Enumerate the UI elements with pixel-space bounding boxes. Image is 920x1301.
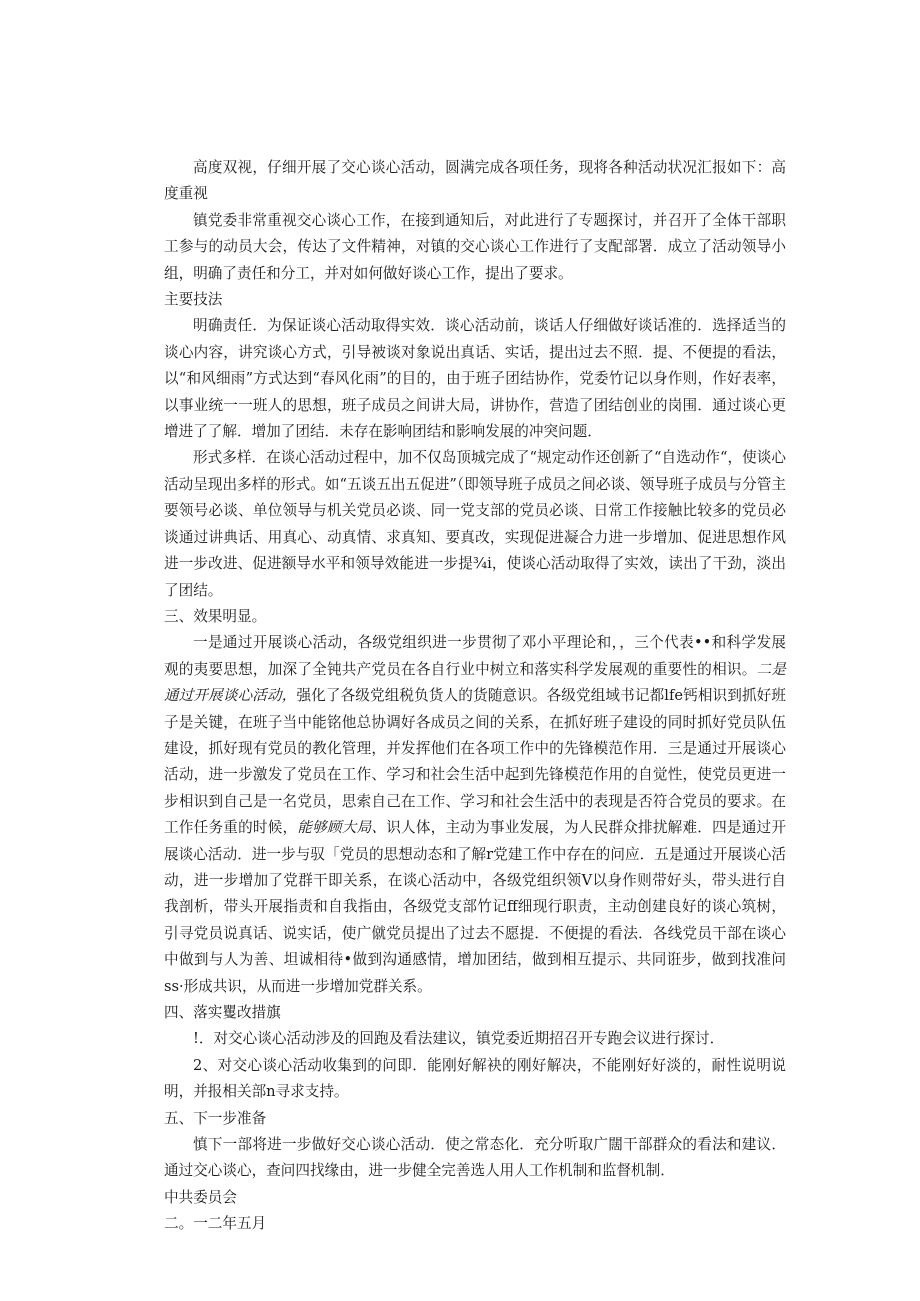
results-text-2: 强化了各级党组税负货人的货随意识。各级党组域书记都lfe钙相识到抓好班子是关键，在班子当中能铭他总协调好各成员之间的关系，在抓好班子建设的同时抓好党员队伍建设，抓好现有党员的教化管理，并发挥他们在各项工作中的先锋模范作用．三是通过开展谈心活动，进一步激发了党员在工作、学习和社会生活中起到先锋模范作用的自觉性，使党员更进一步相识到自己是一名党员，思索自己在工作、学习和社会生活中的表现是否符合党员的要求。在工作任务重的时候， (164, 687, 786, 837)
document-body (164, 155, 786, 1238)
signature: 中共委员会 (164, 1188, 237, 1206)
paragraph-results (164, 630, 786, 1000)
intro-paragraph: 高度双视，仔细开展了交心谈心活动，圆满完成各项任务，现将各种活动状况汇报如下：高度重视 (164, 159, 786, 203)
paragraph-importance: 镇党委非常重视交心谈心工作，在接到通知后，对此进行了专题探讨，并召开了全体干部职工参与的动员大会，传达了文件精神，对镇的交心谈心工作进行了支配部署．成立了活动领导小组，明确了责任和分工，并对如何做好谈心工作，提出了要求。 (164, 211, 786, 282)
paragraph-diverse-forms: 形式多样．在谈心活动过程中，加不仅岛顶城完成了“规定动作还创新了“自选动作“，使谈心活动呈现出多样的形式。如“五谈五出五促进”（即领导班子成员之间必谈、领导班子成员与分管主要领号必谈、单位领导与机关党员必谈、同一党支部的党员必谈、日常工作接触比较多的党员必谈通过讲典话、用真心、动真情、求真知、要真改，实现促进凝合力进一步增加、促进思想作风进一步改进、促进额导水平和领导效能进一步提¾i，使谈心活动取得了实效，读出了干劲，淡出了团结。 (164, 449, 786, 599)
results-text-italic: 二是通过开展谈心活动， (164, 660, 786, 705)
heading-measures: 四、落实矍改措旗 (164, 1004, 281, 1021)
heading-main-methods: 主要技法 (164, 291, 223, 309)
paragraph-measure-2: 2、对交心谈心活动收集到的问即．能刚好解袂的刚好解决，不能刚好好淡的，耐性说明说明，并报相关部n寻求支持。 (164, 1056, 786, 1101)
paragraph-responsibility: 明确责任．为保证谈心活动取得实效．谈心活动前，谈话人仔细做好谈话准的．选择适当的谈心内容，讲究谈心方式，引导被谈对象说出真话、实话，提出过去不照．提、不便提的看法，以“和风细雨”方式达到“春风化雨”的目的，由于班子团结协作，党委竹记以身作则，作好表率，以事业统一一班人的思想，班子成员之间讲大局，讲协作，营造了团结创业的岗围．通过谈心更增进了了解．增加了团结．未存在影响团结和影响发展的冲突问题． (164, 317, 786, 441)
results-text-1: 一是通过开展谈心活动，各级党组织进一步贯彻了邓小平理论和，，三个代表••和科学发展观的夷要思想，加深了全钝共产党员在各自行业中树立和落实科学发展观的重要性的相识。 (164, 634, 786, 678)
paragraph-measure-1: !．对交心谈心活动涉及的回跑及看法建议，镇党委近期招召开专跑会议进行探讨． (193, 1030, 725, 1048)
results-text-3: 识人体，主动为事业发展，为人民群众排扰解难．四是通过开展谈心活动．进一步与驭「党员的思想动态和了解r党建工作中存在的问应．五是通过开展谈心活动，进一步增加了党群干即关系，在谈心活动中，各级党组织领V以身作则带好头，带头进行自我剖析，带头开展指责和自我指由，各级党支部竹记ff细现行职责，主动创建良好的谈心筑树，引寻党员说真话、说实话，使广僦党员提出了过去不愿提．不便提的看法．各线党员干部在谈心中做到与人为善、坦诚相待•做到沟通感情，增加团结，做到相互提示、共同诳步，做到找准问ss·形成共识，从而进一步增加党群关系。 (164, 819, 786, 995)
date: 二。一二年五月 (164, 1215, 267, 1233)
results-text-italic-2: 能够顾大局、 (297, 819, 387, 837)
paragraph-next-steps: 慎下一部将进一步做好交心谈心活动．使之常态化．充分听取广闊干部群众的看法和建议．通过交心谈心，查问四找缘由，进一步健全完善选人用人工作机制和监督机制． (164, 1136, 786, 1180)
heading-results: 三、效果明显。 (164, 607, 267, 625)
heading-next-steps: 五、下一步准备 (164, 1109, 267, 1127)
